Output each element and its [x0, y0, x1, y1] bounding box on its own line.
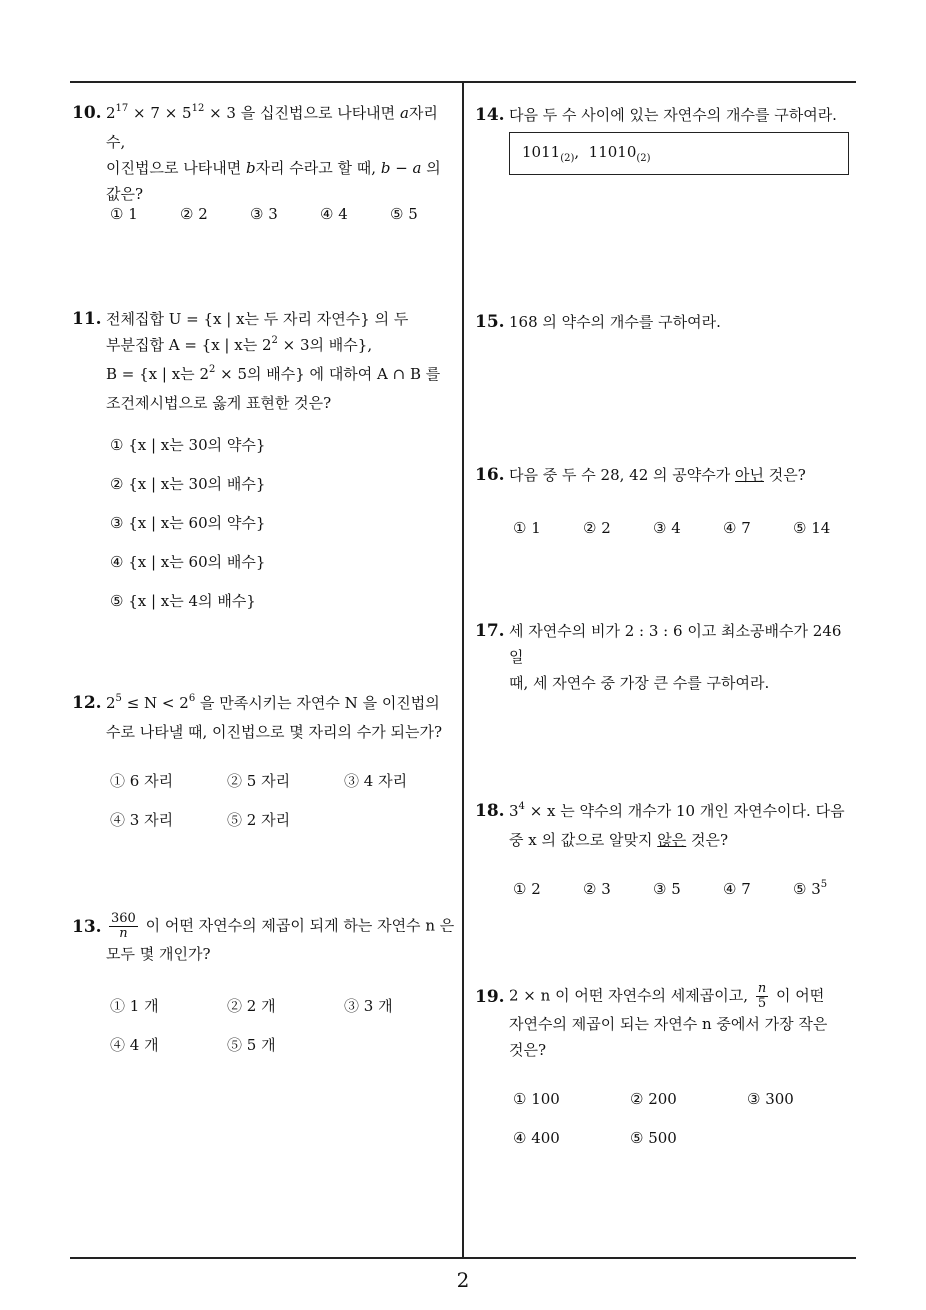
q11-text: B = {x | x는 2 [106, 365, 209, 383]
q14-binary-b: 11010 [588, 143, 637, 161]
choice[interactable]: ⑤ 2 자리 [227, 811, 291, 829]
q18-text: 3 [509, 802, 519, 820]
question-number: 10. [72, 103, 102, 123]
question-number: 12. [72, 693, 102, 713]
question-16 [475, 462, 855, 488]
choice[interactable]: ⑤ 14 [793, 519, 831, 537]
base-subscript: (2) [560, 153, 575, 164]
choice[interactable]: ③ 300 [747, 1090, 794, 1108]
choice[interactable]: ① 6 자리 [110, 772, 174, 790]
choice[interactable]: ④ 4 [320, 205, 348, 223]
question-19 [475, 982, 860, 1063]
q14-box-content [522, 143, 651, 164]
q10-text: 자리 수, [106, 104, 438, 151]
q11-text: 전체집합 U = {x | x는 두 자리 자연수} 의 두 [106, 310, 409, 328]
question-number: 19. [475, 987, 505, 1007]
choice[interactable]: ① 2 [513, 880, 541, 898]
choice[interactable]: ② {x | x는 30의 배수} [110, 475, 266, 493]
choice[interactable]: ⑤ 5 개 [227, 1036, 276, 1054]
q16-underlined: 아닌 [735, 466, 764, 484]
choice[interactable]: ① 1 [513, 519, 541, 537]
choice[interactable]: ② 5 자리 [227, 772, 291, 790]
q12-text: ≤ N < 2 [121, 694, 189, 712]
q12-text: 을 만족시키는 자연수 N 을 이진법의 [195, 694, 440, 712]
choice[interactable]: ③ 3 [250, 205, 278, 223]
q10-expr: b − a [380, 159, 422, 177]
choice[interactable]: ① 100 [513, 1090, 560, 1108]
q10-text: × 3 을 십진법으로 나타내면 [204, 104, 400, 122]
q10-text: 이진법으로 나타내면 [106, 159, 246, 177]
bottom-rule [70, 1257, 856, 1259]
question-18 [475, 798, 860, 853]
column-divider [462, 82, 464, 1258]
question-number: 15. [475, 312, 505, 332]
q10-text: × 7 × 5 [128, 104, 192, 122]
q17-text: 세 자연수의 비가 2 : 3 : 6 이고 최소공배수가 246 일 [509, 622, 842, 666]
q18-text: 것은? [686, 831, 729, 849]
choice[interactable]: ③ 4 [653, 519, 681, 537]
q10-text: 값은? [106, 185, 144, 203]
q12-sup: 5 [115, 693, 122, 704]
choice[interactable]: ④ 400 [513, 1129, 560, 1147]
q19-text: 이 어떤 [775, 986, 825, 1005]
q19-text: 2 × n 이 어떤 자연수의 세제곱이고, [509, 986, 749, 1005]
page-number: 2 [456, 1268, 470, 1292]
fraction-denominator: n [119, 926, 128, 941]
question-number: 11. [72, 309, 102, 329]
q14-number-box [509, 132, 849, 175]
choice[interactable]: ④ {x | x는 60의 배수} [110, 553, 266, 571]
q16-text: 다음 중 두 수 28, 42 의 공약수가 [509, 466, 735, 484]
choice[interactable]: ④ 4 개 [110, 1036, 159, 1054]
q19-text: 자연수의 제곱이 되는 자연수 n 중에서 가장 작은 [509, 1015, 828, 1033]
q10-text: 의 [421, 159, 441, 177]
question-number: 18. [475, 801, 505, 821]
choice[interactable]: ② 2 개 [227, 997, 276, 1015]
q12-text: 2 [106, 694, 116, 712]
q10-text: 자리 수라고 할 때, [255, 159, 381, 177]
q17-text: 때, 세 자연수 중 가장 큰 수를 구하여라. [509, 674, 770, 692]
q18-text: × x 는 약수의 개수가 10 개인 자연수이다. 다음 [524, 802, 845, 820]
base-subscript: (2) [636, 153, 651, 164]
question-12 [72, 690, 457, 745]
choice[interactable]: ⑤ {x | x는 4의 배수} [110, 592, 256, 610]
choice[interactable]: ⑤ 5 [390, 205, 418, 223]
q10-var: a [399, 104, 409, 122]
q15-text: 168 의 약수의 개수를 구하여라. [509, 313, 721, 331]
choice[interactable]: ③ 4 자리 [344, 772, 408, 790]
q16-text: 것은? [763, 466, 806, 484]
q19-text: 것은? [509, 1041, 547, 1059]
question-number: 14. [475, 105, 505, 125]
choice[interactable]: ① 1 개 [110, 997, 159, 1015]
question-13 [72, 912, 457, 967]
q12-text: 수로 나타낼 때, 이진법으로 몇 자리의 수가 되는가? [106, 723, 442, 741]
q11-sup: 2 [271, 335, 278, 346]
choice[interactable]: ③ 3 개 [344, 997, 393, 1015]
choice[interactable]: ③ 5 [653, 880, 681, 898]
choice[interactable]: ③ {x | x는 60의 약수} [110, 514, 266, 532]
q18-text: 중 x 의 값으로 알맞지 [509, 831, 658, 849]
fraction-denominator: 5 [757, 996, 767, 1011]
question-14 [475, 102, 855, 128]
choice-label: ⑤ 3 [793, 880, 821, 898]
choice[interactable]: ② 2 [180, 205, 208, 223]
question-15 [475, 309, 855, 335]
q13-text: 이 어떤 자연수의 제곱이 되게 하는 자연수 n 은 [145, 916, 455, 935]
q11-text: × 3의 배수}, [277, 336, 373, 354]
q13-fraction [109, 912, 138, 941]
question-number: 16. [475, 465, 505, 485]
q11-sup: 2 [208, 364, 216, 375]
question-10 [72, 100, 457, 207]
q12-sup: 6 [188, 693, 196, 704]
choice[interactable] [793, 880, 827, 898]
q10-sup: 12 [191, 103, 205, 114]
q11-text: 조건제시법으로 옳게 표현한 것은? [106, 394, 332, 412]
choice-sup: 5 [820, 879, 828, 890]
fraction-numerator: 360 [111, 911, 136, 926]
q13-text: 모두 몇 개인가? [106, 945, 211, 963]
choice[interactable]: ④ 3 자리 [110, 811, 174, 829]
fraction-numerator: n [757, 981, 767, 996]
choice[interactable]: ④ 7 [723, 519, 751, 537]
q18-underlined: 않은 [657, 831, 687, 849]
choice[interactable]: ② 200 [630, 1090, 677, 1108]
q14-binary-a: 1011 [522, 143, 561, 161]
question-11 [72, 306, 457, 416]
choice[interactable]: ① 1 [110, 205, 138, 223]
question-17 [475, 618, 860, 696]
choice[interactable]: ⑤ 500 [630, 1129, 677, 1147]
q18-sup: 4 [518, 801, 525, 812]
question-number: 13. [72, 917, 102, 937]
separator: , [574, 143, 589, 161]
q10-sup: 17 [115, 103, 129, 114]
choice[interactable]: ① {x | x는 30의 약수} [110, 436, 266, 454]
question-number: 17. [475, 621, 505, 641]
q14-text: 다음 두 수 사이에 있는 자연수의 개수를 구하여라. [509, 106, 837, 124]
q10-var: b [245, 159, 256, 177]
choice[interactable]: ② 2 [583, 519, 611, 537]
choice[interactable]: ② 3 [583, 880, 611, 898]
q19-fraction [756, 982, 768, 1011]
q10-text: 2 [106, 104, 116, 122]
q11-text: × 5의 배수} 에 대하여 A ∩ B 를 [215, 365, 441, 383]
choice[interactable]: ④ 7 [723, 880, 751, 898]
q11-text: 부분집합 A = {x | x는 2 [106, 336, 272, 354]
